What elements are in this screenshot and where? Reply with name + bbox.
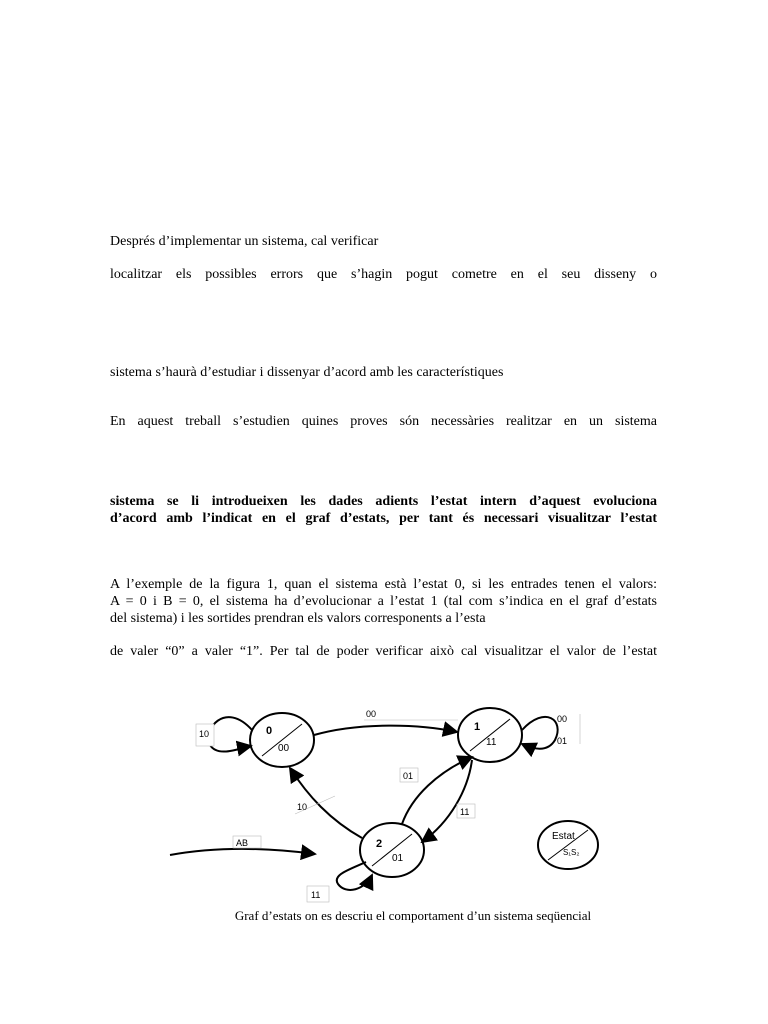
self-loop-1 bbox=[522, 717, 558, 749]
self-loop-1-label-a: 00 bbox=[557, 714, 568, 724]
input-arrow-label: AB bbox=[236, 838, 249, 848]
state-2-output: 01 bbox=[392, 853, 404, 864]
figure-caption: Graf d’estats on es descriu el comportament d’un sistema seqüencial bbox=[234, 908, 592, 923]
transition-2-to-1-label: 01 bbox=[403, 771, 414, 781]
transition-0-to-1 bbox=[314, 726, 457, 735]
transition-1-to-2 bbox=[422, 760, 472, 842]
state-2-id: 2 bbox=[376, 838, 383, 850]
paragraph-5-line-2: d’acord amb l’indicat en el graf d’estats, per tant és necessari visualitzar l’estat bbox=[110, 511, 657, 526]
self-loop-1-label-b: 01 bbox=[557, 736, 568, 746]
state-graph-figure bbox=[160, 700, 630, 905]
self-loop-0-label: 10 bbox=[199, 729, 210, 739]
state-0-id: 0 bbox=[266, 725, 273, 737]
paragraph-1: Després d’implementar un sistema, cal verificar bbox=[110, 234, 379, 249]
state-1-id: 1 bbox=[474, 721, 481, 733]
paragraph-4: En aquest treball s’estudien quines proves són necessàries realitzar en un sistema bbox=[110, 414, 657, 429]
paragraph-3: sistema s’haurà d’estudiar i dissenyar d’acord amb les característiques bbox=[110, 365, 504, 380]
paragraph-5 bbox=[110, 493, 657, 527]
transition-0-to-1-label: 00 bbox=[366, 709, 377, 719]
state-0-output: 00 bbox=[278, 743, 290, 754]
state-0-node bbox=[250, 713, 314, 767]
legend-state-label: Estat bbox=[552, 831, 575, 842]
paragraph-2: localitzar els possibles errors que s’hagin pogut cometre en el seu disseny o bbox=[110, 267, 657, 282]
paragraph-5-line-1: sistema se li introdueixen les dades adients l’estat intern d’aquest evoluciona bbox=[110, 494, 657, 509]
self-loop-2-label: 11 bbox=[311, 890, 321, 900]
paragraph-6-line-1: A l’exemple de la figura 1, quan el sistema està l’estat 0, si les entrades tenen el valors: bbox=[110, 577, 657, 592]
transition-1-to-2-label: 11 bbox=[460, 807, 470, 817]
paragraph-6 bbox=[110, 576, 657, 627]
paragraph-6-line-2: A = 0 i B = 0, el sistema ha d’evolucionar a l’estat 1 (tal com s’indica en el graf d’estats bbox=[110, 594, 657, 609]
self-loop-0 bbox=[208, 717, 252, 751]
legend-outputs-label: S₁S₂ bbox=[563, 848, 580, 857]
state-1-output: 11 bbox=[486, 737, 497, 748]
input-arrow bbox=[170, 849, 315, 855]
transition-2-to-0-label: 10 bbox=[297, 802, 308, 812]
paragraph-6-line-3: del sistema) i les sortides prendran els valors corresponents a l’esta bbox=[110, 611, 486, 626]
state-2-node bbox=[360, 823, 424, 877]
legend-state-node bbox=[538, 821, 598, 869]
paragraph-7: de valer “0” a valer “1”. Per tal de poder verificar això cal visualitzar el valor de l’estat bbox=[110, 644, 657, 659]
state-1-node bbox=[458, 708, 522, 762]
